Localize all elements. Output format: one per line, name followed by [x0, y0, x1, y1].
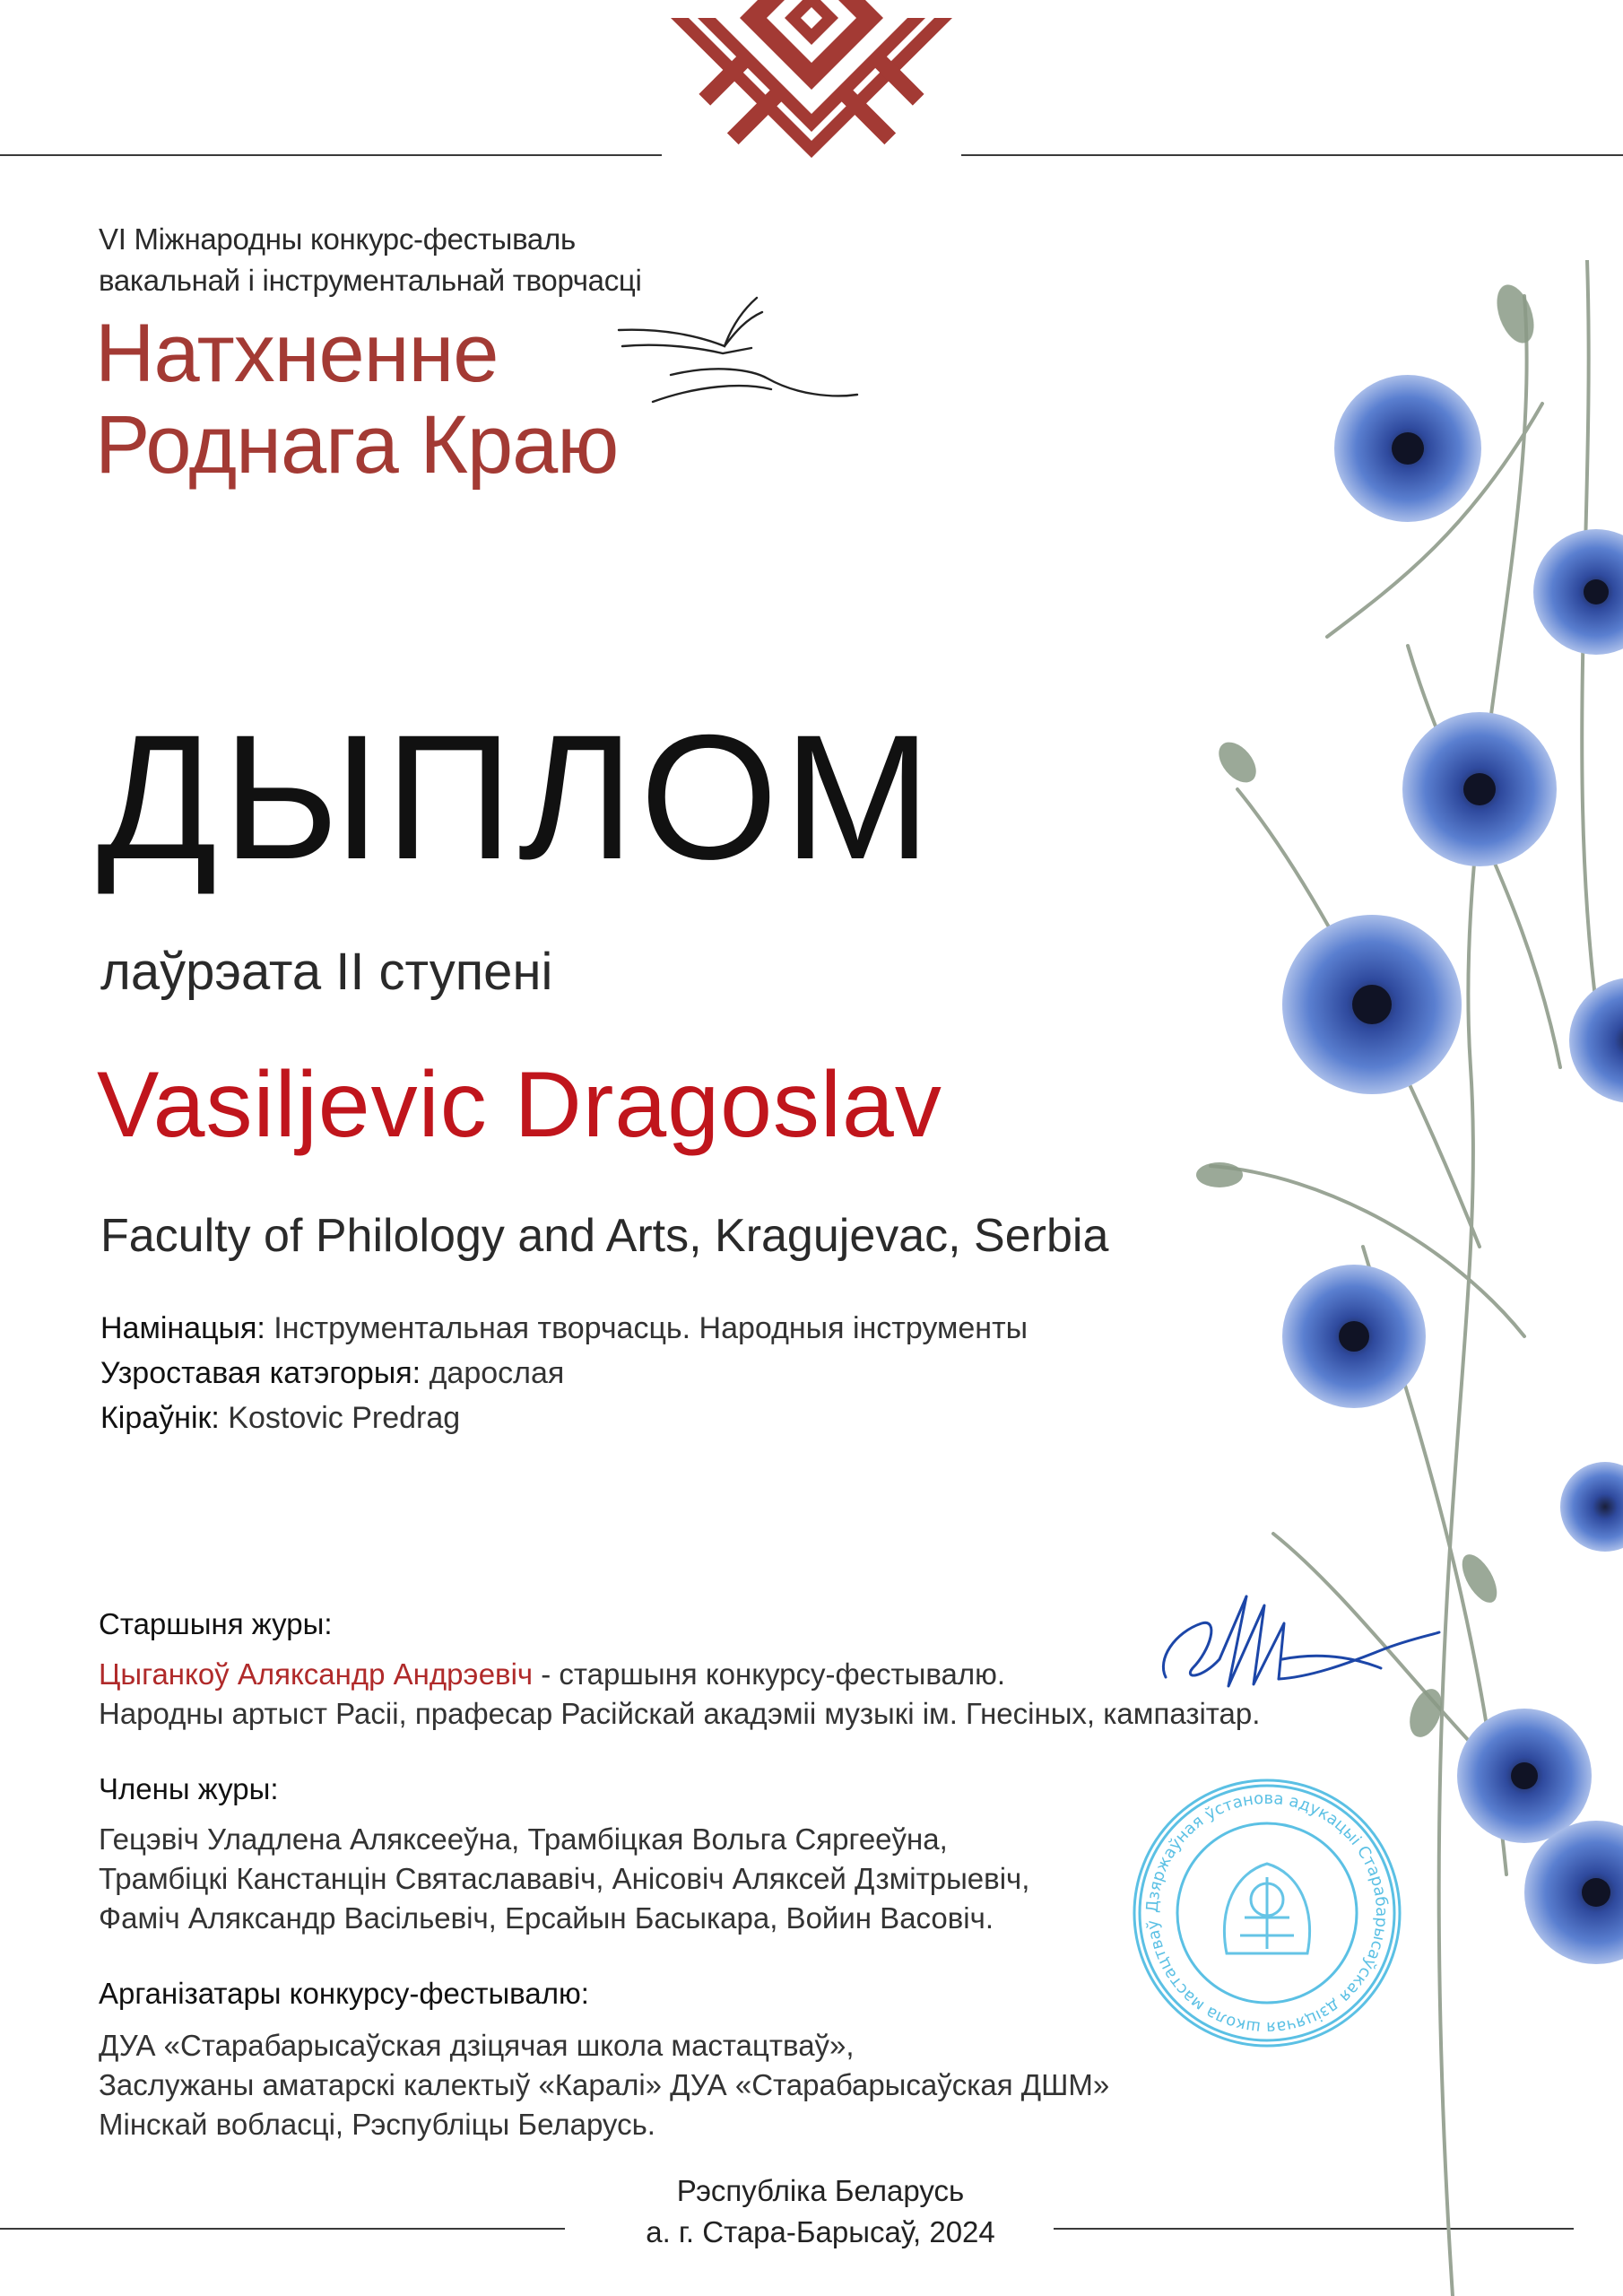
- jury-chair-line: [99, 1657, 1005, 1692]
- festival-line-1: VI Міжнародны конкурс-фестываль: [99, 222, 576, 256]
- detail-age-category: [100, 1356, 564, 1391]
- jury-chair-title: Народны артыст Расіі, прафесар Расійскай акадэміі музыкі ім. Гнесіных, кампазітар.: [99, 1697, 1261, 1730]
- detail-label: Кіраўнік:: [100, 1401, 220, 1435]
- detail-value: Kostovic Predrag: [219, 1401, 461, 1435]
- festival-brand-line-2: Роднага Краю: [95, 399, 619, 491]
- awardee-institution: Faculty of Philology and Arts, Kragujevac, Serbia: [100, 1210, 1109, 1262]
- detail-label: Узроставая катэгорыя:: [100, 1356, 421, 1390]
- detail-nomination: [100, 1311, 1028, 1346]
- footer-place-year: а. г. Стара-Барысаў, 2024: [646, 2215, 995, 2248]
- festival-line-2: вакальнай і інструментальнай творчасці: [99, 264, 642, 297]
- jury-members-line: Фаміч Аляксандр Васільевіч, Ерсайын Басыкара, Войин Васовiч.: [99, 1901, 994, 1935]
- footer-country: Рэспубліка Беларусь: [676, 2174, 965, 2207]
- stamp-seal-icon: [1128, 1774, 1406, 2052]
- jury-members-heading: Члены журы:: [99, 1772, 279, 1805]
- signature-icon: [1148, 1578, 1444, 1704]
- jury-chair-role: - старшыня конкурсу-фестывалю.: [533, 1657, 1006, 1691]
- organizers-line: Мінскай вобласці, Рэспубліцы Беларусь.: [99, 2108, 655, 2141]
- detail-label: Намінацыя:: [100, 1311, 265, 1345]
- jury-chair-heading: Старшыня журы:: [99, 1607, 333, 1640]
- swallow-logo-icon: [617, 289, 859, 414]
- detail-supervisor: [100, 1401, 460, 1436]
- organizers-line: ДУА «Старабарысаўская дзіцячая школа мастацтваў»,: [99, 2029, 855, 2062]
- organizers-heading: Арганізатары конкурсу-фестывалю:: [99, 1977, 589, 2010]
- festival-brand-line-1: Натхненне: [95, 308, 499, 399]
- jury-members-line: Трамбіцкі Канстанцін Святаслававіч, Анісовіч Аляксей Дзмітрыевіч,: [99, 1862, 1030, 1895]
- footer-rule-left: [0, 2228, 565, 2230]
- jury-members-line: Гецэвіч Уладлена Аляксееўна, Трамбіцкая Вольга Сяргееўна,: [99, 1822, 948, 1856]
- organizers-line: Заслужаны аматарскі калектыў «Каралі» ДУА «Старабарысаўская ДШМ»: [99, 2068, 1110, 2101]
- stamp-ring-text: Дзяржаўная ўстанова адукацыі Старабарысаўская дзіцячая школа мастацтваў: [1142, 1788, 1392, 2038]
- official-stamp: [1128, 1774, 1406, 2052]
- detail-value: Інструментальная творчасць. Народныя інструменты: [265, 1311, 1028, 1345]
- detail-value: дарослая: [421, 1356, 565, 1390]
- laureate-degree: лаўрэата II ступені: [100, 943, 553, 1001]
- diploma-title: ДЫПЛОМ: [97, 698, 937, 896]
- ornament-logo-icon: [662, 0, 961, 158]
- header-rule-left: [0, 154, 662, 156]
- jury-chair-name: Цыганкоў Аляксандр Андрэевіч: [99, 1657, 534, 1691]
- header-rule-right: [961, 154, 1623, 156]
- awardee-name: Vasiljevic Dragoslav: [97, 1053, 942, 1157]
